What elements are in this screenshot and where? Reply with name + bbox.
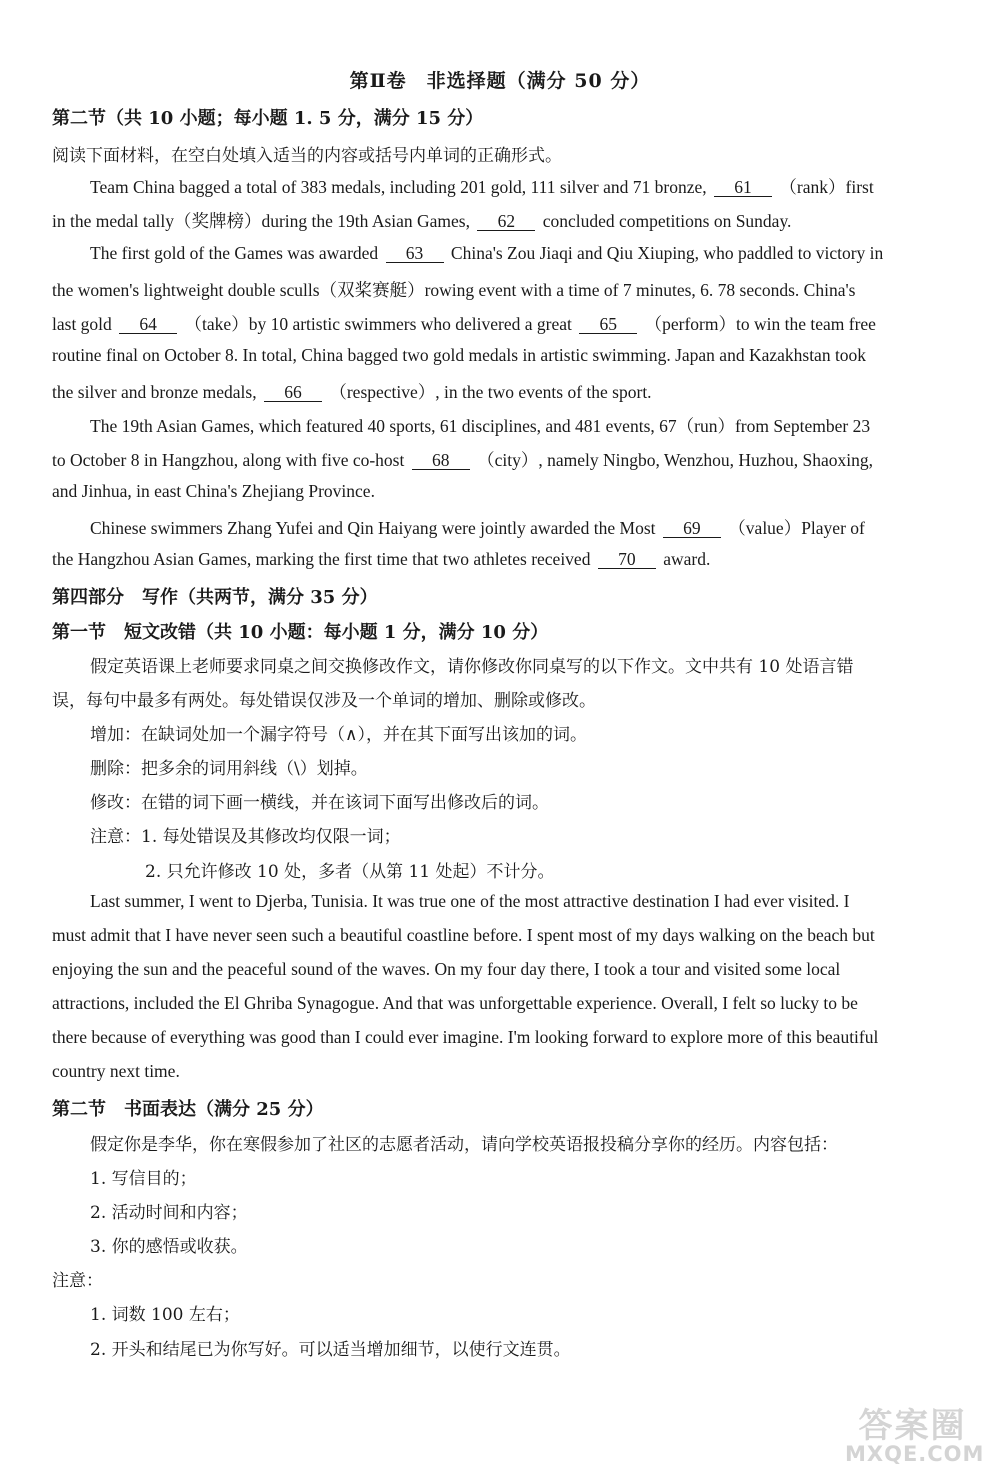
- blank-62[interactable]: 62: [477, 212, 535, 231]
- watermark-text: 答案圈: [858, 1406, 967, 1446]
- section2-heading: 第二节（共 10 小题；每小题 1. 5 分，满分 15 分）: [52, 108, 484, 129]
- sec2-note-2: 2. 开头和结尾已为你写好。可以适当增加细节，以使行文连贯。: [90, 1340, 571, 1360]
- sec2-item-3: 3. 你的感悟或收获。: [90, 1237, 248, 1257]
- watermark-url: MXQE.COM: [845, 1442, 985, 1466]
- p3-line2: to October 8 in Hangzhou, along with five co-host 68 （city）, namely Ningbo, Wenzhou, Huzhou, Shaoxing,: [52, 450, 873, 470]
- p1-line2: in the medal tally（奖牌榜）during the 19th Asian Games, 62 concluded competitions on Sunday.: [52, 211, 792, 231]
- blank-65[interactable]: 65: [579, 315, 637, 334]
- blank-64[interactable]: 64: [119, 315, 177, 334]
- blank-63[interactable]: 63: [386, 244, 444, 263]
- blank-67[interactable]: 67: [659, 416, 677, 436]
- blank-66[interactable]: 66: [264, 383, 322, 402]
- p4-line1: Chinese swimmers Zhang Yufei and Qin Haiyang were jointly awarded the Most 69 （value）Player of: [90, 518, 865, 538]
- sec2-note-1: 1. 词数 100 左右；: [90, 1305, 240, 1325]
- sec1-note2: 2. 只允许修改 10 处，多者（从第 11 处起）不计分。: [145, 862, 555, 882]
- blank-69[interactable]: 69: [663, 519, 721, 538]
- sec1-intro-line2: 误，每句中最多有两处。每处错误仅涉及一个单词的增加、删除或修改。: [52, 691, 596, 711]
- section2-instruction: 阅读下面材料，在空白处填入适当的内容或括号内单词的正确形式。: [52, 146, 562, 166]
- part4-heading: 第四部分 写作（共两节，满分 35 分）: [52, 587, 378, 608]
- essay-line2: must admit that I have never seen such a beautiful coastline before. I spent most of my days walking on the beach but: [52, 925, 875, 945]
- sec1-rule-delete: 删除：把多余的词用斜线（\）划掉。: [90, 759, 368, 779]
- p2-line1: The first gold of the Games was awarded 63 China's Zou Jiaqi and Qiu Xiuping, who paddled to victory in: [90, 243, 884, 263]
- sec2-item-2: 2. 活动时间和内容；: [90, 1203, 248, 1223]
- watermark-logo: [845, 1398, 985, 1468]
- p3-line3: and Jinhua, in east China's Zhejiang Province.: [52, 481, 375, 501]
- p1-line1: Team China bagged a total of 383 medals, including 201 gold, 111 silver and 71 bronze, 61 （rank）first: [90, 177, 874, 197]
- blank-70[interactable]: 70: [598, 550, 656, 569]
- p2-line3: last gold 64 （take）by 10 artistic swimmers who delivered a great 65 （perform）to win the team free: [52, 314, 876, 334]
- part4-sec2-heading: 第二节 书面表达（满分 25 分）: [52, 1099, 324, 1120]
- p2-line5: the silver and bronze medals, 66 （respective）, in the two events of the sport.: [52, 382, 652, 402]
- p3-line1: The 19th Asian Games, which featured 40 sports, 61 disciplines, and 481 events, 67（run）from September 23: [90, 416, 871, 436]
- blank-61[interactable]: 61: [714, 178, 772, 197]
- sec1-note1: 注意：1. 每处错误及其修改均仅限一词；: [90, 827, 401, 847]
- essay-line3: enjoying the sun and the peaceful sound of the waves. On my four day there, I took a tour and visited some local: [52, 959, 841, 979]
- sec1-rule-modify: 修改：在错的词下画一横线，并在该词下面写出修改后的词。: [90, 793, 549, 813]
- essay-line4: attractions, included the El Ghriba Synagogue. And that was unforgettable experience. Overall, I felt so lucky to be: [52, 993, 858, 1013]
- page-title: 第Ⅱ卷 非选择题（满分 50 分）: [349, 70, 651, 92]
- sec1-intro-line1: 假定英语课上老师要求同桌之间交换修改作文，请你修改你同桌写的以下作文。文中共有 10 处语言错: [90, 657, 854, 677]
- sec1-rule-add: 增加：在缺词处加一个漏字符号（∧），并在其下面写出该加的词。: [90, 725, 587, 745]
- sec2-note-label: 注意：: [52, 1271, 103, 1291]
- essay-line5: there because of everything was good than I could ever imagine. I'm looking forward to explore more of this beautiful: [52, 1027, 879, 1047]
- sec2-item-1: 1. 写信目的；: [90, 1169, 197, 1189]
- p2-line4: routine final on October 8. In total, China bagged two gold medals in artistic swimming. Japan and Kazakhstan took: [52, 345, 867, 365]
- sec2-intro: 假定你是李华，你在寒假参加了社区的志愿者活动，请向学校英语报投稿分享你的经历。内容包括：: [90, 1135, 838, 1155]
- blank-68[interactable]: 68: [412, 451, 470, 470]
- part4-sec1-heading: 第一节 短文改错（共 10 小题：每小题 1 分，满分 10 分）: [52, 622, 549, 643]
- p2-line2: the women's lightweight double sculls（双桨赛艇）rowing event with a time of 7 minutes, 6. 78 seconds. China's: [52, 280, 856, 300]
- essay-line1: Last summer, I went to Djerba, Tunisia. It was true one of the most attractive destination I had ever visited. I: [90, 891, 850, 911]
- p4-line2: the Hangzhou Asian Games, marking the first time that two athletes received 70 award.: [52, 549, 711, 569]
- essay-line6: country next time.: [52, 1061, 180, 1081]
